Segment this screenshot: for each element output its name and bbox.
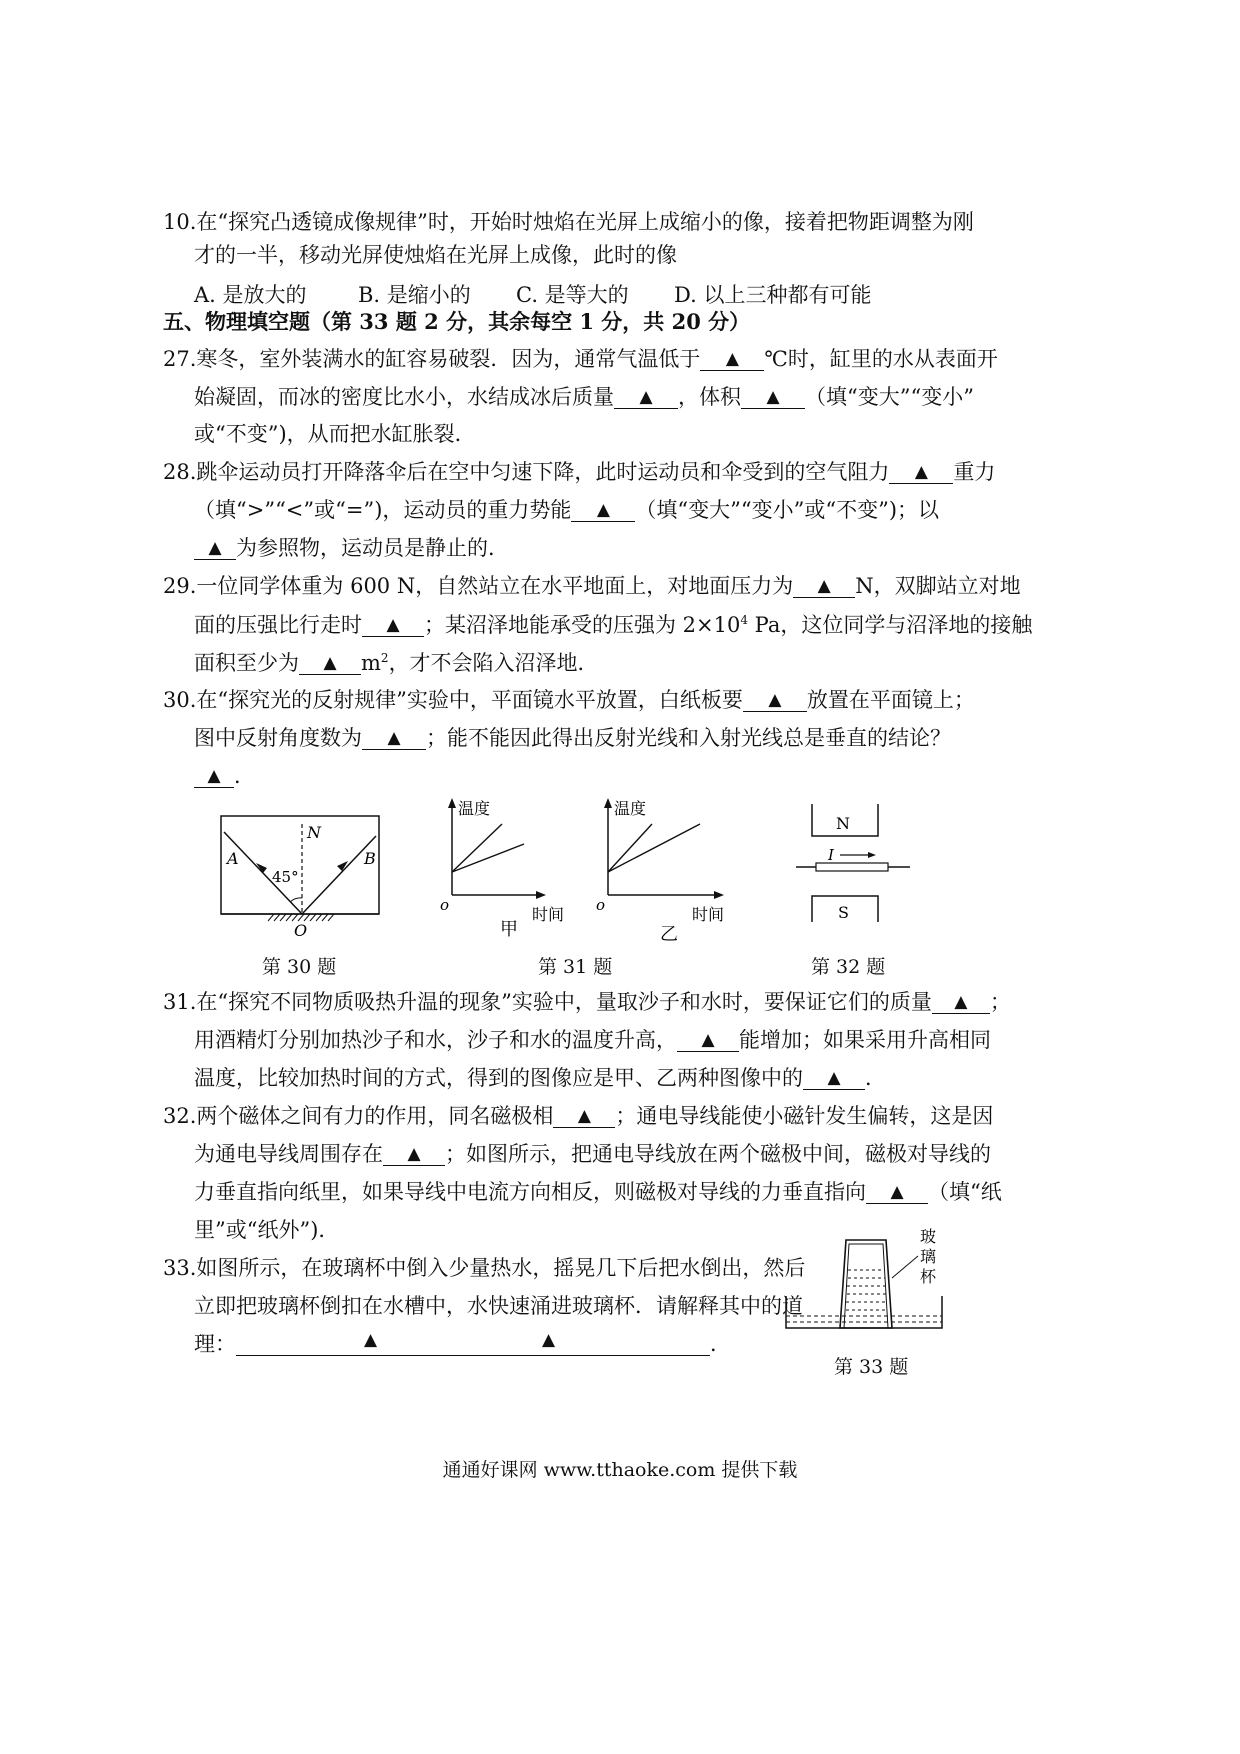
question-32 [163, 1106, 993, 1128]
answer-blank-long[interactable] [236, 1330, 710, 1356]
text: 始凝固，而冰的密度比水小，水结成冰后质量 [194, 385, 614, 409]
question-number: 30. [163, 688, 197, 712]
blank-triangle-icon: ▲ [725, 349, 739, 369]
text: ；通电导线能使小磁针发生偏转，这是因 [615, 1104, 994, 1128]
answer-blank[interactable] [362, 728, 426, 750]
answer-blank[interactable] [677, 1030, 739, 1052]
ylabel-right: 温度 [614, 799, 647, 818]
text: m [361, 651, 381, 675]
text: 力垂直指向纸里，如果导线中电流方向相反，则磁极对导线的力垂直指向 [194, 1180, 866, 1204]
text: ． [234, 764, 255, 788]
blank-triangle-icon: ▲ [577, 1106, 591, 1126]
blank-triangle-icon: ▲ [766, 387, 780, 407]
answer-blank[interactable] [614, 387, 678, 409]
answer-blank[interactable] [194, 538, 236, 560]
text: ；如图所示，把通电导线放在两个磁极中间，磁极对导线的 [445, 1142, 991, 1166]
question-30 [163, 690, 975, 712]
question-number: 29. [163, 574, 197, 598]
option-b: B. 是缩小的 [358, 283, 471, 307]
question-27 [163, 349, 998, 371]
question-32-line2 [194, 1144, 991, 1166]
angle-label: 45° [272, 868, 299, 886]
question-30-line3 [194, 766, 255, 788]
page-footer: 通通好课网 www.tthaoke.com 提供下载 [442, 1459, 798, 1481]
text: ，才不会陷入沼泽地． [388, 651, 599, 675]
ylabel-left: 温度 [458, 799, 491, 818]
label-b: B [364, 849, 376, 868]
answer-blank[interactable] [299, 653, 361, 675]
question-27-line2 [194, 387, 974, 409]
blank-triangle-icon: ▲ [596, 500, 610, 520]
text: 放置在平面镜上； [806, 688, 975, 712]
label-o: O [294, 921, 308, 940]
question-27-line3: 或“不变”)，从而把水缸胀裂． [194, 422, 476, 446]
option-a: A. 是放大的 [194, 283, 307, 307]
answer-blank[interactable] [700, 349, 764, 371]
graph-name-left: 甲 [500, 919, 518, 940]
question-28-line2 [194, 500, 939, 522]
figure-33-glass-in-trough [780, 1222, 950, 1342]
answer-blank[interactable] [553, 1106, 615, 1128]
answer-blank[interactable] [793, 576, 855, 598]
text: 在“探究不同物质吸热升温的现象”实验中，量取沙子和水时，要保证它们的质量 [196, 990, 932, 1014]
figure-31-temperature-graphs [420, 792, 740, 952]
question-text: 在“探究凸透镜成像规律”时，开始时烛焰在光屏上成缩小的像，接着把物距调整为刚 [196, 210, 974, 234]
answer-blank[interactable] [866, 1182, 928, 1204]
question-33-line3 [194, 1330, 731, 1356]
text: 为通电导线周围存在 [194, 1142, 383, 1166]
exponent: 2 [380, 651, 389, 665]
question-number: 10. [163, 210, 197, 234]
question-32-line3 [194, 1182, 1002, 1204]
question-31 [163, 992, 1011, 1014]
answer-blank[interactable] [571, 500, 635, 522]
graph-name-right: 乙 [660, 924, 678, 945]
blank-triangle-icon: ▲ [768, 690, 782, 710]
figure-33-caption: 第 33 题 [834, 1356, 909, 1378]
answer-blank[interactable] [383, 1144, 445, 1166]
text: 面的压强比行走时 [194, 613, 362, 637]
figure-30-caption: 第 30 题 [262, 956, 337, 978]
answer-blank[interactable] [932, 992, 990, 1014]
text: 一位同学体重为 600 N，自然站立在水平地面上，对地面压力为 [196, 574, 794, 598]
text: 用酒精灯分别加热沙子和水，沙子和水的温度升高， [194, 1028, 677, 1052]
origin-left: o [440, 896, 450, 914]
text: ；能不能因此得出反射光线和入射光线总是垂直的结论？ [426, 726, 951, 750]
text: 两个磁体之间有力的作用，同名磁极相 [196, 1104, 554, 1128]
text: （填“变大”“变小” [805, 385, 974, 409]
blank-triangle-icon: ▲ [701, 1030, 715, 1050]
text: 面积至少为 [194, 651, 299, 675]
text: ；某沼泽地能承受的压强为 2×10 [424, 613, 741, 637]
glass-label-2: 璃 [920, 1247, 937, 1266]
figure-32-magnet-wire [790, 800, 920, 936]
option-d: D. 以上三种都有可能 [674, 283, 872, 307]
question-number: 33. [163, 1256, 197, 1280]
text: 跳伞运动员打开降落伞后在空中匀速下降，此时运动员和伞受到的空气阻力 [196, 460, 890, 484]
text: ，体积 [678, 385, 741, 409]
figure-32-caption: 第 32 题 [811, 956, 886, 978]
glass-label-1: 玻 [920, 1227, 937, 1246]
text: 理： [194, 1332, 236, 1356]
blank-triangle-icon: ▲ [954, 992, 968, 1012]
text: 寒冬，室外装满水的缸容易破裂．因为，通常气温低于 [196, 347, 701, 371]
blank-triangle-icon: ▲ [827, 1068, 841, 1088]
blank-triangle-icon: ▲ [386, 615, 400, 635]
blank-triangle-icon: ▲ [387, 728, 401, 748]
question-28-line3 [194, 538, 509, 560]
blank-triangle-icon: ▲ [542, 1330, 556, 1350]
question-number: 28. [163, 460, 197, 484]
question-10 [163, 212, 974, 233]
xlabel-left: 时间 [532, 905, 565, 924]
question-29-line2 [194, 614, 1032, 637]
text: 如图所示，在玻璃杯中倒入少量热水，摇晃几下后把水倒出，然后 [196, 1256, 806, 1280]
question-number: 31. [163, 990, 197, 1014]
origin-right: o [596, 896, 606, 914]
text: ． [865, 1066, 886, 1090]
question-28 [163, 462, 995, 484]
xlabel-right: 时间 [692, 905, 725, 924]
figure-30-reflection-diagram [210, 810, 410, 950]
text: 能增加；如果采用升高相同 [739, 1028, 991, 1052]
answer-blank[interactable] [194, 766, 234, 788]
question-33-line2: 立即把玻璃杯倒扣在水槽中，水快速涌进玻璃杯．请解释其中的道 [194, 1294, 803, 1318]
answer-blank[interactable] [803, 1068, 865, 1090]
south-pole-label: S [838, 903, 849, 922]
text: ℃时，缸里的水从表面开 [764, 347, 998, 371]
text: （填“>”“<”或“=”)，运动员的重力势能 [194, 498, 572, 522]
text: 在“探究光的反射规律”实验中，平面镜水平放置，白纸板要 [196, 688, 743, 712]
text: （填“变大”“变小”或“不变”)；以 [635, 498, 940, 522]
current-label: I [828, 846, 834, 864]
answer-blank[interactable] [362, 615, 424, 637]
north-pole-label: N [836, 814, 850, 833]
question-10-line2: 才的一半，移动光屏使烛焰在光屏上成像，此时的像 [194, 243, 677, 267]
glass-label-3: 杯 [920, 1267, 937, 1286]
question-29 [163, 576, 1021, 598]
blank-triangle-icon: ▲ [364, 1330, 378, 1350]
blank-triangle-icon: ▲ [407, 1144, 421, 1164]
question-31-line3 [194, 1068, 886, 1090]
text: 为参照物，运动员是静止的． [236, 536, 509, 560]
question-31-line2 [194, 1030, 991, 1052]
question-29-line3 [194, 652, 599, 675]
question-number: 27. [163, 347, 197, 371]
blank-triangle-icon: ▲ [890, 1182, 904, 1202]
figure-31-caption: 第 31 题 [538, 956, 613, 978]
question-30-line2 [194, 728, 951, 750]
text: ； [989, 990, 1011, 1014]
question-33 [163, 1258, 805, 1279]
answer-blank[interactable] [741, 387, 805, 409]
blank-triangle-icon: ▲ [207, 766, 221, 786]
blank-triangle-icon: ▲ [639, 387, 653, 407]
blank-triangle-icon: ▲ [914, 462, 928, 482]
blank-triangle-icon: ▲ [323, 653, 337, 673]
section-5-title: 五、物理填空题（第 33 题 2 分，其余每空 1 分，共 20 分） [163, 309, 751, 334]
option-c: C. 是等大的 [516, 283, 629, 307]
text: 温度，比较加热时间的方式，得到的图像应是甲、乙两种图像中的 [194, 1066, 803, 1090]
text: （填“纸 [928, 1180, 1002, 1204]
text: ． [710, 1332, 731, 1356]
text: 图中反射角度数为 [194, 726, 362, 750]
answer-blank[interactable] [743, 690, 807, 712]
blank-triangle-icon: ▲ [208, 538, 222, 558]
text: Pa，这位同学与沼泽地的接触 [748, 613, 1033, 637]
text: N，双脚站立对地 [855, 574, 1021, 598]
blank-triangle-icon: ▲ [817, 576, 831, 596]
question-number: 32. [163, 1104, 197, 1128]
label-n: N [307, 823, 321, 842]
question-32-line4: 里”或“纸外”)． [194, 1218, 340, 1242]
exponent: 4 [740, 613, 748, 627]
answer-blank[interactable] [889, 462, 953, 484]
label-a: A [227, 849, 239, 868]
text: 重力 [953, 460, 996, 484]
